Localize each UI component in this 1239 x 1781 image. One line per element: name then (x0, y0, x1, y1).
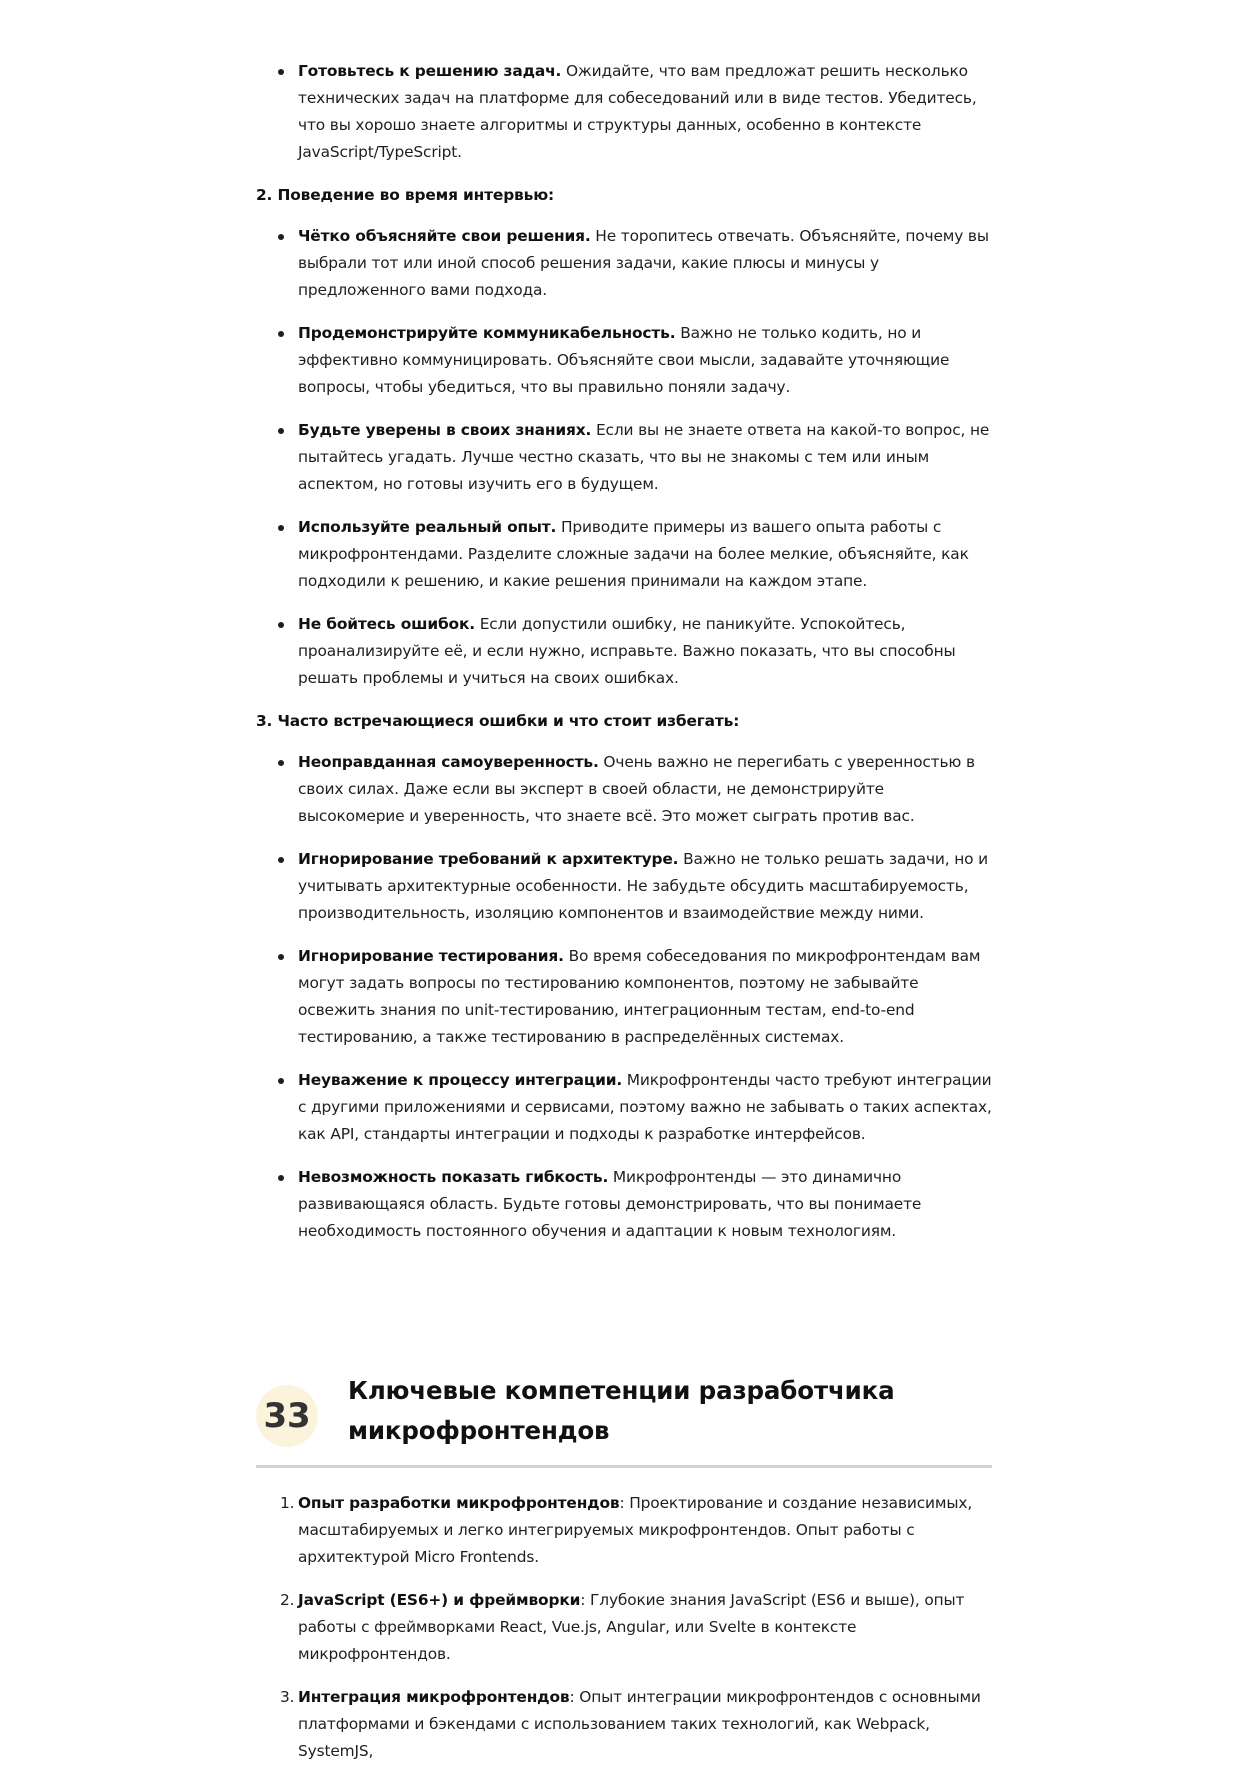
list-item (298, 611, 992, 692)
list-item (298, 320, 992, 401)
list-item (298, 846, 992, 927)
behavior-list (256, 223, 992, 692)
item-bold-lead: JavaScript (ES6+) и фреймворки (298, 1591, 581, 1609)
item-bold-lead: Используйте реальный опыт. (298, 518, 557, 536)
item-bold-lead: Готовьтесь к решению задач. (298, 62, 562, 80)
list-item (298, 417, 992, 498)
list-item (280, 1587, 992, 1668)
list-item (298, 58, 992, 166)
item-bold-lead: Не бойтесь ошибок. (298, 615, 475, 633)
item-bold-lead: Чётко объясняйте свои решения. (298, 227, 591, 245)
item-text: Микрофронтенды часто требуют интеграции с другими приложениями и сервисами, поэтому важно не забывать о таких аспектах, как API, стандарты интеграции и подходы к разработке интерфейсов. (298, 1071, 992, 1143)
list-item (298, 223, 992, 304)
item-bold-lead: Игнорирование тестирования. (298, 947, 564, 965)
item-number: 2. (280, 1591, 295, 1609)
item-text: Во время собеседования по микрофронтендам вам могут задать вопросы по тестированию компонентов, поэтому не забывайте освежить знания по unit-тестированию, интеграционным тестам, end-to-end тестированию, а также тестированию в распределённых системах. (298, 947, 981, 1046)
list-item (298, 1164, 992, 1245)
document-content (256, 58, 992, 1781)
chapter-number-badge: 33 (256, 1385, 318, 1447)
list-item (298, 1067, 992, 1148)
item-text: Важно не только решать задачи, но и учитывать архитектурные особенности. Не забудьте обсудить масштабируемость, производительность, изоляцию компонентов и взаимодействие между ними. (298, 850, 989, 922)
list-item (298, 749, 992, 830)
list-item (280, 1490, 992, 1571)
item-bold-lead: Опыт разработки микрофронтендов (298, 1494, 620, 1512)
item-text: Не торопитесь отвечать. Объясняйте, почему вы выбрали тот или иной способ решения задачи, какие плюсы и минусы у предложенного вами подхода. (298, 227, 989, 299)
intro-list (256, 58, 992, 166)
section-heading-mistakes: 3. Часто встречающиеся ошибки и что стоит избегать: (256, 712, 740, 730)
item-number: 3. (280, 1688, 295, 1706)
section-heading-behavior: 2. Поведение во время интервью: (256, 186, 555, 204)
item-text: Приводите примеры из вашего опыта работы с микрофронтендами. Разделите сложные задачи на более мелкие, объясняйте, как подходили к решению, и какие решения принимали на каждом этапе. (298, 518, 969, 590)
item-bold-lead: Игнорирование требований к архитектуре. (298, 850, 679, 868)
item-text: Микрофронтенды — это динамично развивающаяся область. Будьте готовы демонстрировать, что вы понимаете необходимость постоянного обучения и адаптации к новым технологиям. (298, 1168, 922, 1240)
item-bold-lead: Будьте уверены в своих знаниях. (298, 421, 592, 439)
item-text: : Глубокие знания JavaScript (ES6 и выше), опыт работы с фреймворками React, Vue.js, Angular, или Svelte в контексте микрофронтендов. (298, 1591, 965, 1663)
item-text: Очень важно не перегибать с уверенностью в своих силах. Даже если вы эксперт в своей области, не демонстрируйте высокомерие и уверенность, что знаете всё. Это может сыграть против вас. (298, 753, 975, 825)
section-spacer (256, 1261, 992, 1365)
list-item (298, 943, 992, 1051)
item-text: : Опыт интеграции микрофронтендов с основными платформами и бэкендами с использованием таких технологий, как Webpack, SystemJS, (298, 1688, 981, 1760)
item-number: 1. (280, 1494, 295, 1512)
item-bold-lead: Невозможность показать гибкость. (298, 1168, 609, 1186)
competencies-list (256, 1490, 992, 1765)
item-text: Если допустили ошибку, не паникуйте. Успокойтесь, проанализируйте её, и если нужно, исправьте. Важно показать, что вы способны решать проблемы и учиться на своих ошибках. (298, 615, 956, 687)
item-text: Если вы не знаете ответа на какой-то вопрос, не пытайтесь угадать. Лучше честно сказать, что вы не знакомы с тем или иным аспектом, но готовы изучить его в будущем. (298, 421, 990, 493)
list-item (298, 514, 992, 595)
item-bold-lead: Неуважение к процессу интеграции. (298, 1071, 623, 1089)
item-text: : Проектирование и создание независимых, масштабируемых и легко интегрируемых микрофронтендов. Опыт работы с архитектурой Micro Frontends. (298, 1494, 973, 1566)
item-bold-lead: Неоправданная самоуверенность. (298, 753, 599, 771)
chapter-header (256, 1365, 992, 1468)
item-bold-lead: Продемонстрируйте коммуникабельность. (298, 324, 676, 342)
item-bold-lead: Интеграция микрофронтендов (298, 1688, 570, 1706)
chapter-title: Ключевые компетенции разработчика микрофронтендов (348, 1376, 895, 1445)
item-text: Ожидайте, что вам предложат решить несколько технических задач на платформе для собеседований или в виде тестов. Убедитесь, что вы хорошо знаете алгоритмы и структуры данных, особенно в контексте JavaScript/TypeScript. (298, 62, 977, 161)
item-text: Важно не только кодить, но и эффективно коммуницировать. Объясняйте свои мысли, задавайте уточняющие вопросы, чтобы убедиться, что вы правильно поняли задачу. (298, 324, 950, 396)
mistakes-list (256, 749, 992, 1245)
